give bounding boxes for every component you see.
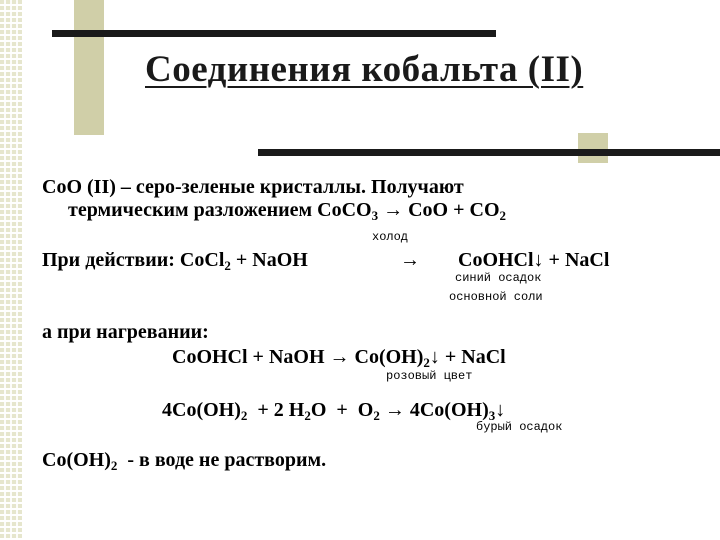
title-rule-top xyxy=(52,30,496,37)
line6-part5: ↓ xyxy=(495,399,506,421)
line3-suffix: + NaOH xyxy=(230,249,308,271)
condition-cold: холод xyxy=(372,230,409,244)
text-line-7 xyxy=(42,449,326,472)
line7-sub1: 2 xyxy=(110,458,118,473)
line3-prefix: При действии: CoCl xyxy=(42,249,225,271)
line3-arrow: → xyxy=(400,249,420,271)
line2-mid: → CoO + CO xyxy=(378,199,500,221)
line3-sub1: 2 xyxy=(224,258,231,273)
text-line-1 xyxy=(42,176,464,199)
title-rule-bottom xyxy=(258,149,720,156)
slide-title: Соединения кобальта (II) xyxy=(145,49,584,90)
line6-part2: + 2 H xyxy=(247,399,305,421)
line7-part1: Co(OH) xyxy=(42,449,111,471)
line5-prefix: CoOHCl + NaOH → Co(OH) xyxy=(172,346,424,368)
decorative-block-top xyxy=(74,0,104,135)
line6-sub3: 2 xyxy=(373,408,380,423)
line2-sub1: 3 xyxy=(371,208,379,223)
text-line-2 xyxy=(68,199,506,222)
note-pink-color: розовый цвет xyxy=(386,369,473,383)
line6-part1: 4Co(OH) xyxy=(162,399,241,421)
line6-sub1: 2 xyxy=(240,408,248,423)
line6-part3: O + O xyxy=(310,399,374,421)
striped-side-panel xyxy=(0,0,22,540)
line6-sub2: 2 xyxy=(304,408,311,423)
line2-prefix: термическим разложением CoCO xyxy=(68,199,372,221)
note-brown-precipitate: бурый осадок xyxy=(476,420,563,434)
text-line-6 xyxy=(162,399,505,422)
line5-sub1: 2 xyxy=(423,355,430,370)
line5-suffix: ↓ + NaCl xyxy=(429,346,506,368)
line2-sub2: 2 xyxy=(499,208,507,223)
text-line-4 xyxy=(42,321,209,344)
text-line-3 xyxy=(42,249,308,272)
note-basic-salt: основной соли xyxy=(449,290,543,304)
line6-sub4: 3 xyxy=(488,408,496,423)
line3-product: CoOHCl↓ + NaCl xyxy=(458,249,610,271)
decorative-block-right xyxy=(578,133,608,163)
note-blue-precipitate: синий осадок xyxy=(455,271,542,285)
line1-text: CoO (II) – серо-зеленые кристаллы. Получают xyxy=(42,176,464,198)
line4-text: а при нагревании: xyxy=(42,321,209,343)
line7-part2: - в воде не растворим. xyxy=(117,449,327,471)
text-line-5 xyxy=(172,346,506,369)
line6-part4: → 4Co(OH) xyxy=(379,399,489,421)
